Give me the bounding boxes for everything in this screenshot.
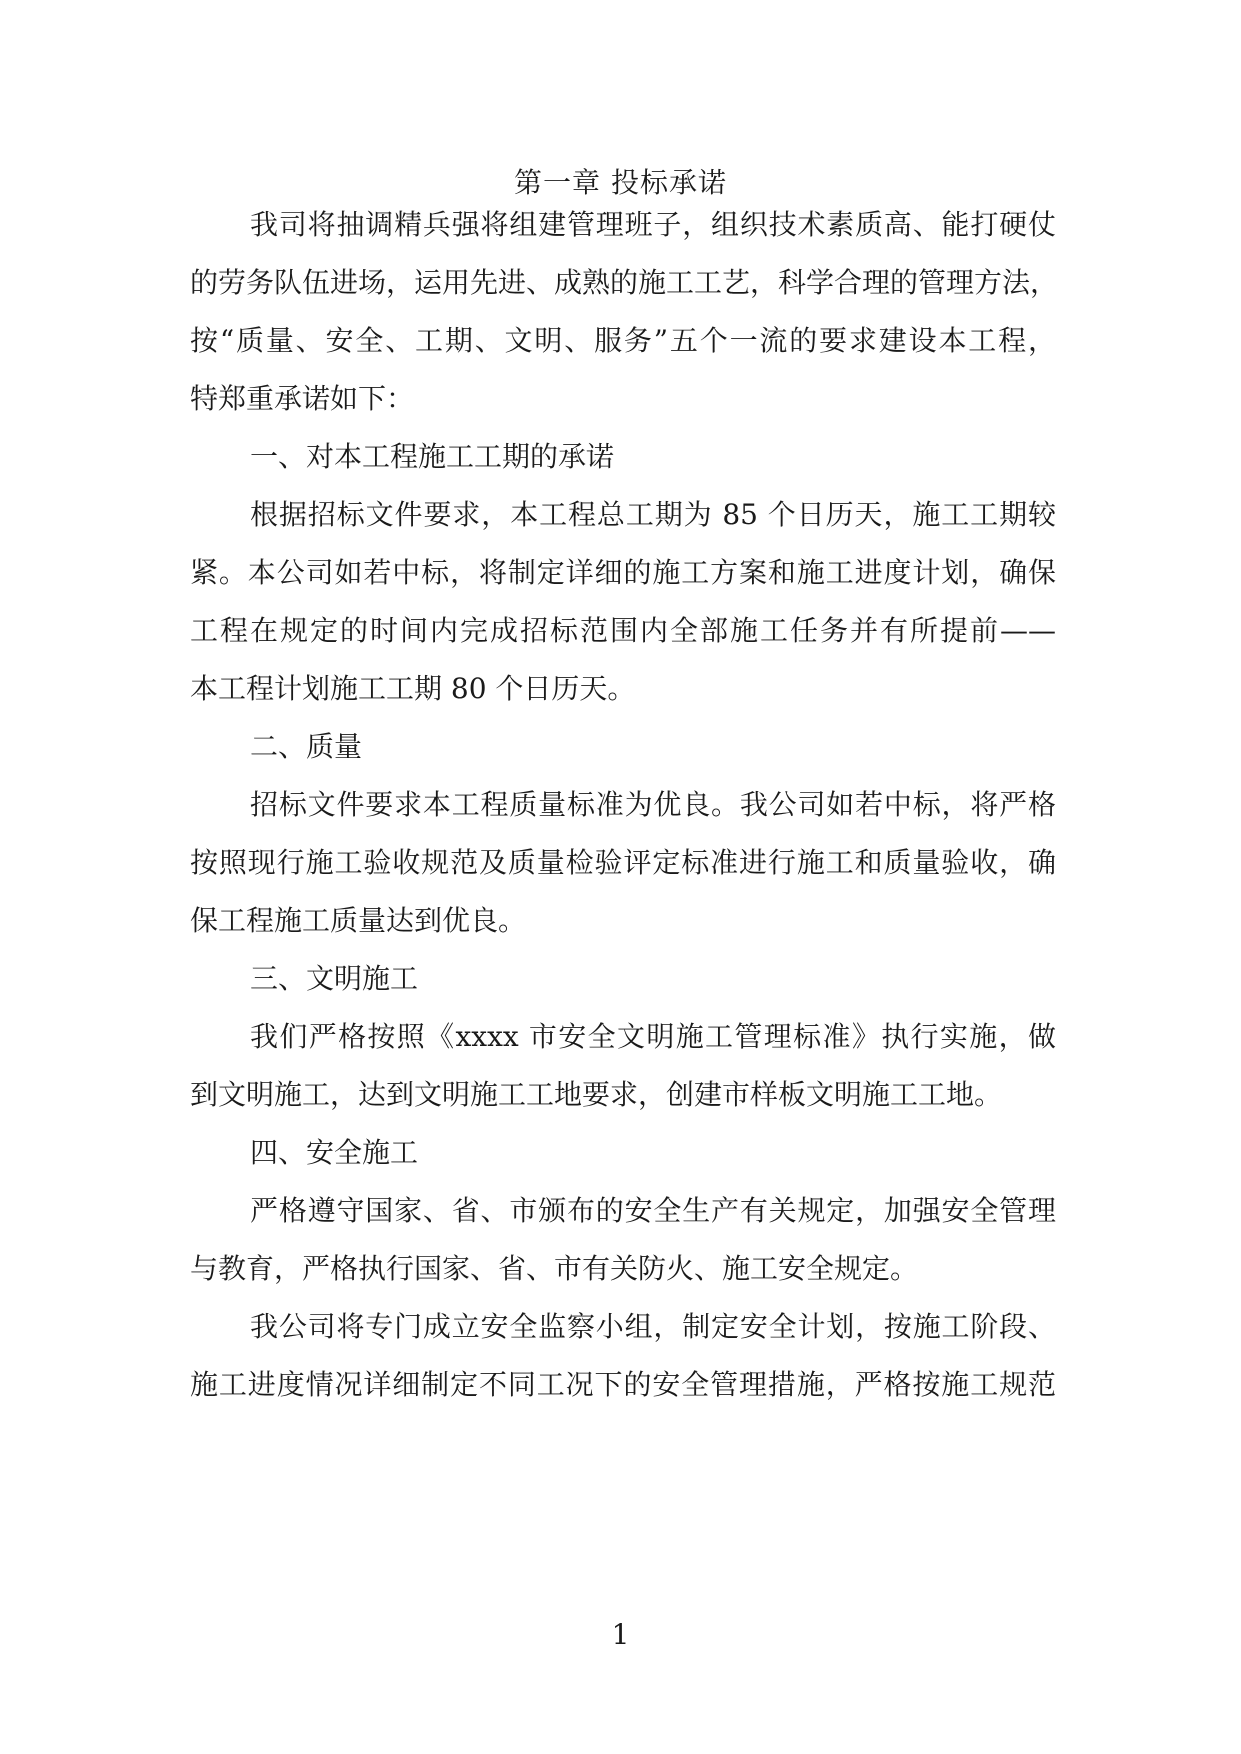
paragraph-line: 保工程施工质量达到优良。: [190, 904, 527, 937]
section-heading: 二、质量: [250, 730, 363, 763]
section-heading: 一、对本工程施工工期的承诺: [250, 440, 615, 473]
paragraph-line: 特郑重承诺如下：: [190, 382, 415, 415]
paragraph-line: 我们严格按照《xxxx 市安全文明施工管理标准》执行实施，做: [250, 1020, 1056, 1053]
paragraph-line: 我公司将专门成立安全监察小组，制定安全计划，按施工阶段、: [250, 1310, 1056, 1343]
paragraph-line: 的劳务队伍进场，运用先进、成熟的施工工艺，科学合理的管理方法，: [190, 266, 1059, 299]
section-heading: 四、安全施工: [250, 1136, 419, 1169]
paragraph-line: 招标文件要求本工程质量标准为优良。我公司如若中标，将严格: [250, 788, 1056, 821]
paragraph-line: 紧。本公司如若中标，将制定详细的施工方案和施工进度计划，确保: [190, 556, 1056, 589]
paragraph-line: 工程在规定的时间内完成招标范围内全部施工任务并有所提前——: [190, 614, 1056, 647]
paragraph-line: 严格遵守国家、省、市颁布的安全生产有关规定，加强安全管理: [250, 1194, 1056, 1227]
section-heading: 三、文明施工: [250, 962, 419, 995]
paragraph-line: 按照现行施工验收规范及质量检验评定标准进行施工和质量验收，确: [190, 846, 1056, 879]
paragraph-line: 我司将抽调精兵强将组建管理班子，组织技术素质高、能打硬仗: [250, 208, 1056, 241]
paragraph-line: 根据招标文件要求，本工程总工期为 85 个日历天，施工工期较: [250, 498, 1056, 531]
page-number: 1: [611, 1618, 630, 1651]
chapter-title: 第一章 投标承诺: [514, 166, 727, 199]
paragraph-line: 与教育，严格执行国家、省、市有关防火、施工安全规定。: [190, 1252, 919, 1285]
paragraph-line: 施工进度情况详细制定不同工况下的安全管理措施，严格按施工规范: [190, 1368, 1056, 1401]
paragraph-line: 按“质量、安全、工期、文明、服务”五个一流的要求建设本工程，: [190, 324, 1056, 357]
paragraph-line: 到文明施工，达到文明施工工地要求，创建市样板文明施工工地。: [190, 1078, 1003, 1111]
paragraph-line: 本工程计划施工工期 80 个日历天。: [190, 672, 636, 705]
